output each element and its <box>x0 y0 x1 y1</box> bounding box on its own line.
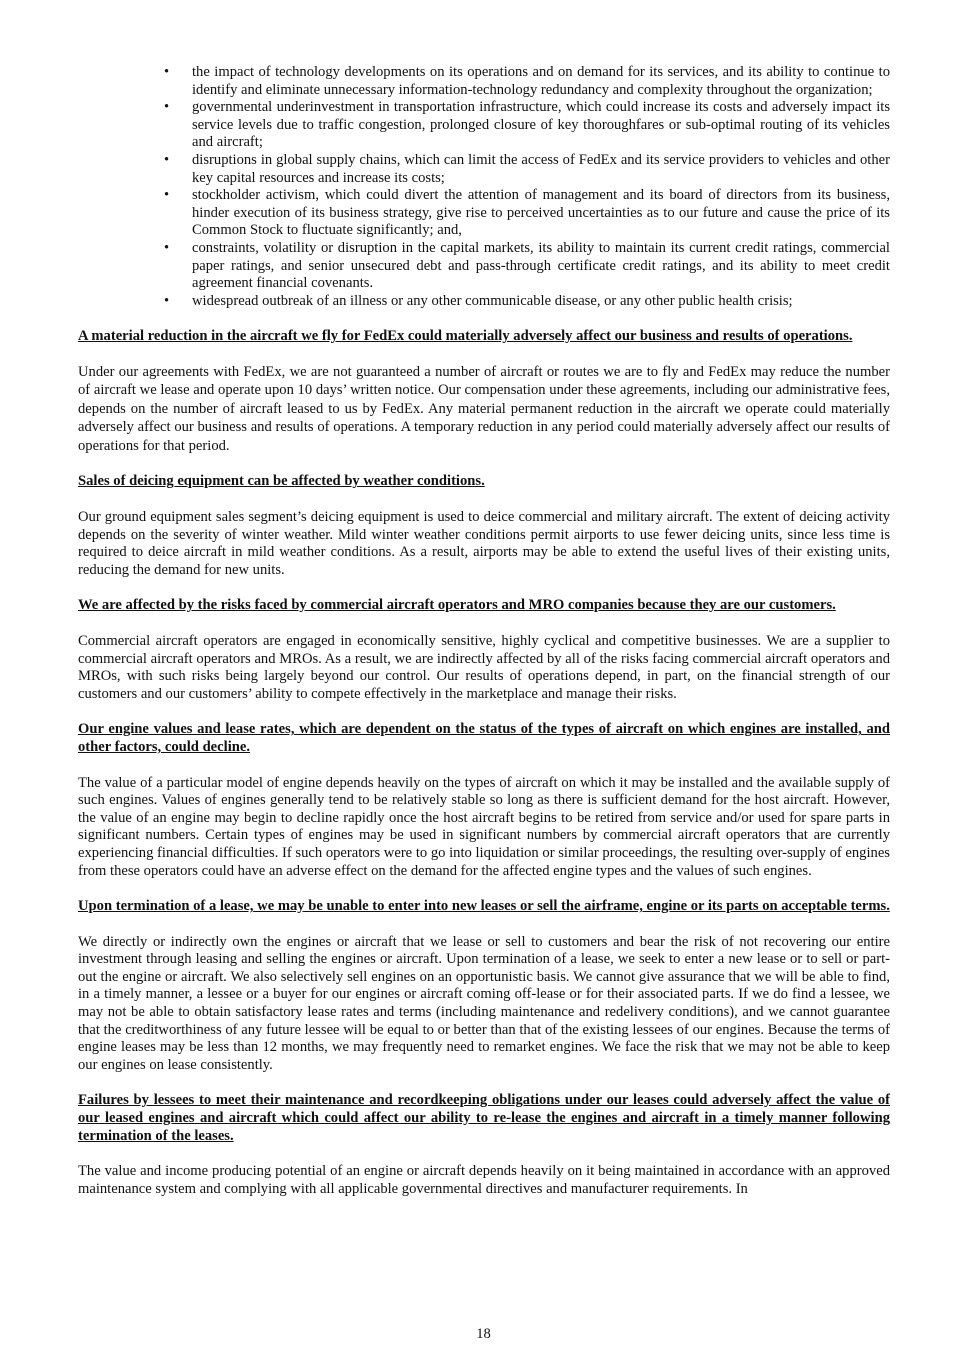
section-heading-lease-termination: Upon termination of a lease, we may be unable to enter into new leases or sell the airframe, engine or its parts on acceptable terms. <box>78 898 890 915</box>
bullet-item: • stockholder activism, which could divert the attention of management and its board of directors from its business, hinder execution of its business strategy, give rise to perceived uncertainties as to our future and cause the price of its Common Stock to fluctuate significantly; and, <box>192 187 890 240</box>
bullet-item: • constraints, volatility or disruption in the capital markets, its ability to maintain its current credit ratings, commercial paper ratings, and senior unsecured debt and pass-through certificate credit ratings, and its ability to meet credit agreement financial covenants. <box>192 240 890 293</box>
bullet-item: • widespread outbreak of an illness or any other communicable disease, or any other public health crisis; <box>192 293 890 311</box>
section-body-engine-values: The value of a particular model of engine depends heavily on the types of aircraft on which it may be installed and the available supply of such engines. Values of engines generally tend to be relatively stable so long as there is sufficient demand for the host aircraft. However, the value of an engine may begin to decline rapidly once the host aircraft begins to be retired from service and/or used for spare parts in significant numbers. Certain types of engines may be used in significant numbers by commercial aircraft operators that are currently experiencing financial difficulties. If such operators were to go into liquidation or similar proceedings, the resulting over-supply of engines from these operators could have an adverse effect on the demand for the affected engine types and the values of such engines. <box>78 774 890 879</box>
section-body-customer-risks: Commercial aircraft operators are engaged in economically sensitive, highly cyclical and competitive businesses. We are a supplier to commercial aircraft operators and MROs. As a result, we are indirectly affected by all of the risks facing commercial aircraft operators and MROs, with such risks being largely beyond our control. Our results of operations depend, in part, on the financial strength of our customers and our customers’ ability to compete effectively in the marketplace and manage their risks. <box>78 632 890 702</box>
page-number: 18 <box>476 1326 491 1342</box>
bullet-item: • the impact of technology developments on its operations and on demand for its services, and its ability to continue to identify and eliminate unnecessary information-technology redundancy and complexity throughout the organization; <box>192 64 890 99</box>
section-heading-lessee-maintenance: Failures by lessees to meet their maintenance and recordkeeping obligations under our leases could adversely affect the value of our leased engines and aircraft which could affect our ability to re-lease the engines and aircraft in a timely manner following termination of the leases. <box>78 1092 890 1144</box>
section-heading-customer-risks: We are affected by the risks faced by commercial aircraft operators and MRO companies because they are our customers. <box>78 597 836 614</box>
section-body-deicing: Our ground equipment sales segment’s deicing equipment is used to deice commercial and military aircraft. The extent of deicing activity depends on the severity of winter weather. Mild winter weather conditions permit airports to use fewer deicing units, since less time is required to deice aircraft in mild weather conditions. As a result, airports may be able to extend the useful lives of their existing units, reducing the demand for new units. <box>78 509 890 578</box>
bullet-item: • governmental underinvestment in transportation infrastructure, which could increase its costs and adversely impact its service levels due to traffic congestion, prolonged closure of key thoroughfares or sub-optimal routing of its vehicles and aircraft; <box>192 99 890 152</box>
section-body-lease-termination: We directly or indirectly own the engines or aircraft that we lease or sell to customers and bear the risk of not recovering our entire investment through leasing and selling the engines or aircraft. Upon termination of a lease, we seek to enter a new lease or to sell or part-out the engine or aircraft. We also selectively sell engines on an opportunistic basis. We cannot give assurance that we will be able to find, in a timely manner, a lessee or a buyer for our engines or aircraft coming off-lease or for their associated parts. If we do find a lessee, we may not be able to obtain satisfactory lease rates and terms (including maintenance and redelivery conditions), and we cannot guarantee that the creditworthiness of any future lessee will be equal to or better than that of the existing lessees of our engines. Because the terms of engine leases may be less than 12 months, we may frequently need to remarket engines. We face the risk that we may not be able to keep our engines on lease consistently. <box>78 933 890 1073</box>
section-heading-fedex-aircraft: A material reduction in the aircraft we fly for FedEx could materially adversely affect our business and results of operations. <box>78 328 853 345</box>
section-body-lessee-maintenance: The value and income producing potential of an engine or aircraft depends heavily on it being maintained in accordance with an approved maintenance system and complying with all applicable governmental directives and manufacturer requirements. In <box>78 1163 890 1197</box>
bullet-item: • disruptions in global supply chains, which can limit the access of FedEx and its service providers to vehicles and other key capital resources and increase its costs; <box>192 152 890 187</box>
document-page <box>78 64 890 1198</box>
risk-bullet-list <box>78 64 890 310</box>
section-body-fedex-aircraft: Under our agreements with FedEx, we are not guaranteed a number of aircraft or routes we are to fly and FedEx may reduce the number of aircraft we lease and operate upon 10 days’ written notice. Our compensation under these agreements, including our administrative fees, depends on the number of aircraft leased to us by FedEx. Any material permanent reduction in the aircraft we operate could materially adversely affect our business and results of operations. A temporary reduction in any period could materially adversely affect our results of operations for that period. <box>78 363 890 454</box>
section-heading-engine-values: Our engine values and lease rates, which are dependent on the status of the types of aircraft on which engines are installed, and other factors, could decline. <box>78 721 890 755</box>
section-heading-deicing: Sales of deicing equipment can be affected by weather conditions. <box>78 473 485 490</box>
